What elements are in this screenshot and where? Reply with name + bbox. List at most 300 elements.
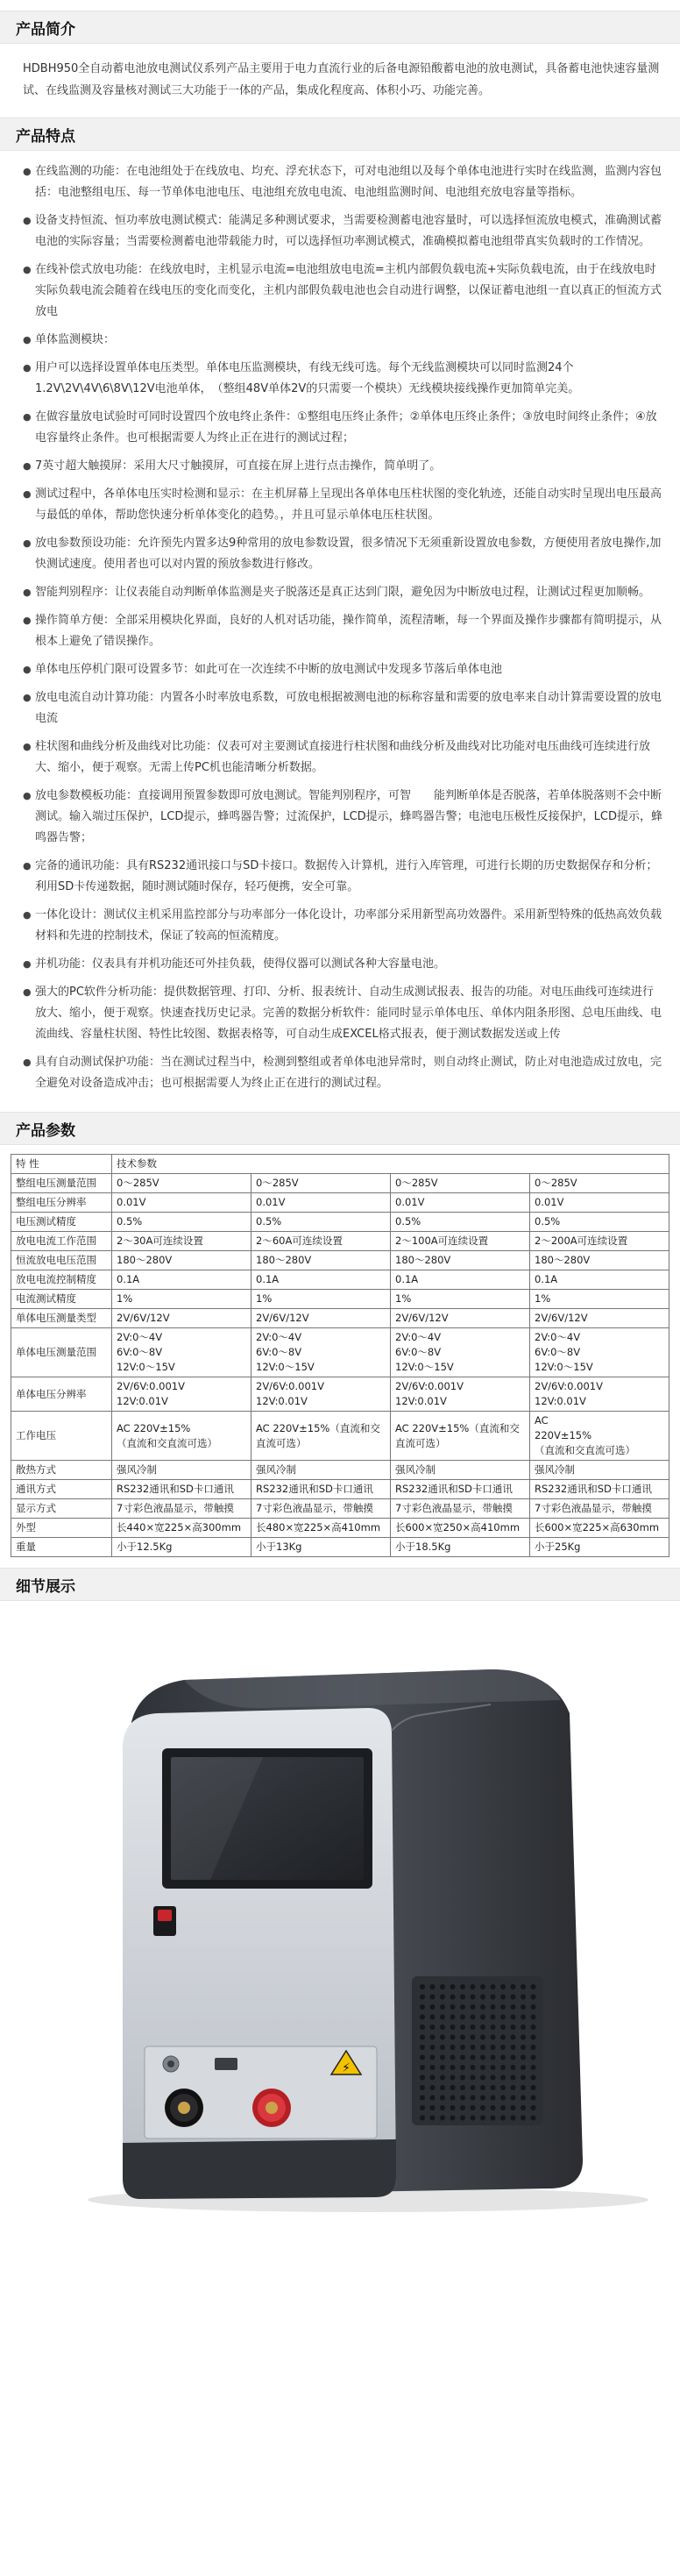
vent-hole (420, 2004, 425, 2010)
intro-paragraph: HDBH950全自动蓄电池放电测试仪系列产品主要用于电力直流行业的后备电源铅酸蓄电池的放电测试，具备蓄电池快速容量测试、在线监测及容量核对测试三大功能于一体的产品，集成化程度高、体积小巧、功能完善。 (23, 62, 660, 97)
device-illustration (0, 1617, 680, 2222)
vent-hole (471, 2035, 476, 2040)
row-label: 单体电压测量范围 (11, 1328, 112, 1377)
vent-hole (440, 2065, 445, 2070)
row-label: 工作电压 (11, 1412, 112, 1461)
vent-hole (420, 2096, 425, 2101)
bullet-icon: ● (23, 1057, 32, 1068)
feature-text: 用户可以选择设置单体电压类型。单体电压监测模块，有线无线可选。每个无线监测模块可以同时监测24个1.2V\2V\4V\6\8V\12V电池单体， （整组48V单体2V的只需要一个模块）无线模块接线操作更加简单完美。 (35, 361, 580, 395)
spec-cell: 长600×宽225×高630mm (530, 1519, 669, 1538)
feature-text: 放电参数模板功能：直接调用预置参数即可放电测试。智能判别程序，可智 能判断单体是否脱落，若单体脱落则不会中断测试。输入端过压保护，LCD提示，蜂鸣器告警；过流保护，LCD提示，蜂鸣器告警；电池电压极性反接保护，LCD提示，蜂鸣器告警； (35, 789, 662, 844)
vent-hole (511, 1984, 516, 1989)
spec-cell: RS232通讯和SD卡口通讯 (251, 1480, 391, 1499)
vent-hole (500, 2075, 506, 2081)
feature-text: 测试过程中，各单体电压实时检测和显示：在主机屏幕上呈现出各单体电压柱状图的变化轨迹，还能自动实时呈现出电压最高与最低的单体，帮助您快速分析单体变化的趋势。，并且可显示单体电压柱状图。 (35, 487, 662, 522)
vent-hole (511, 2025, 516, 2030)
spec-cell: 2V/6V:0.001V 12V:0.01V (112, 1377, 251, 1412)
vent-hole (491, 2105, 496, 2110)
spec-cell: AC 220V±15%（直流和交直流可选） (391, 1412, 530, 1461)
vent-hole (521, 2105, 526, 2110)
spec-cell: 小于12.5Kg (112, 1538, 251, 1557)
spec-cell: 强风冷制 (391, 1461, 530, 1480)
feature-item (23, 982, 662, 1045)
vent-hole (491, 2055, 496, 2060)
vent-hole (450, 1995, 456, 2000)
spec-cell: 2～30A可连续设置 (112, 1232, 251, 1251)
vent-hole (491, 1984, 496, 1989)
spec-cell: 0.5% (530, 1213, 669, 1232)
spec-cell: 强风冷制 (251, 1461, 391, 1480)
sd-card-slot (215, 2058, 237, 2070)
device-photo (0, 1617, 680, 2222)
vent-hole (440, 2096, 445, 2101)
vent-hole (500, 2065, 506, 2070)
spec-cell: 7寸彩色液晶显示，带触摸 (530, 1499, 669, 1519)
spec-cell: 2V/6V/12V (530, 1309, 669, 1328)
vent-hole (480, 2035, 485, 2040)
bullet-icon: ● (23, 958, 32, 970)
vent-hole (471, 2105, 476, 2110)
table-row (11, 1328, 669, 1377)
row-label: 显示方式 (11, 1499, 112, 1519)
vent-hole (521, 2065, 526, 2070)
vent-hole (500, 1984, 506, 1989)
vent-hole (521, 2085, 526, 2090)
vent-hole (420, 2065, 425, 2070)
vent-hole (511, 2045, 516, 2050)
vent-hole (430, 2015, 436, 2020)
spec-cell: 180～280V (530, 1251, 669, 1270)
feature-text: 在线补偿式放电功能：在线放电时，主机显示电流=电池组放电电流=主机内部假负载电流+实际负载电流，由于在线放电时实际负载电流会随着在线电压的变化而变化，主机内部假负载电池也会自动进行调整，以保证蓄电池组一直以真正的恒流方式放电 (35, 263, 662, 318)
vent-hole (491, 2116, 496, 2121)
vent-hole (460, 2004, 465, 2010)
vent-hole (500, 2035, 506, 2040)
spec-cell: 2V:0～4V 6V:0～8V 12V:0～15V (391, 1328, 530, 1377)
spec-cell: 1% (251, 1290, 391, 1309)
vent-hole (491, 2045, 496, 2050)
vent-hole (440, 2116, 445, 2121)
bullet-icon: ● (23, 264, 32, 275)
vent-hole (440, 2055, 445, 2060)
spec-cell: 0.1A (391, 1270, 530, 1290)
bullet-icon: ● (23, 166, 32, 177)
vent-hole (471, 2075, 476, 2081)
vent-hole (491, 2075, 496, 2081)
vent-hole (420, 2045, 425, 2050)
vent-hole (450, 2004, 456, 2010)
table-row (11, 1309, 669, 1328)
spec-cell: RS232通讯和SD卡口通讯 (530, 1480, 669, 1499)
vent-hole (521, 2075, 526, 2081)
vent-hole (500, 2025, 506, 2030)
vent-hole (471, 1995, 476, 2000)
feature-text: 设备支持恒流、恒功率放电测试模式：能满足多种测试要求，当需要检测蓄电池容量时，可以选择恒流放电模式，准确测试蓄电池的实际容量；当需要检测蓄电池带载能力时，可以选择恒功率测试模式，准确模拟蓄电池组带真实负载时的工作情况。 (35, 214, 662, 248)
vent-hole (511, 2085, 516, 2090)
table-row (11, 1290, 669, 1309)
spec-cell: 2V/6V:0.001V 12V:0.01V (391, 1377, 530, 1412)
vent-hole (491, 2015, 496, 2020)
vent-hole (480, 2065, 485, 2070)
vent-hole (460, 2045, 465, 2050)
vent-hole (430, 2045, 436, 2050)
feature-text: 智能判别程序：让仪表能自动判断单体监测是夹子脱落还是真正达到门限，避免因为中断放电过程，让测试过程更加顺畅。 (35, 586, 651, 599)
feature-text: 单体电压停机门限可设置多节：如此可在一次连续不中断的放电测试中发现多节落后单体电池 (35, 663, 503, 676)
vent-hole (531, 1984, 536, 1989)
feature-item (23, 484, 662, 526)
vent-hole (460, 2055, 465, 2060)
vent-hole (511, 1995, 516, 2000)
row-label: 放电电流工作范围 (11, 1232, 112, 1251)
vent-hole (460, 1984, 465, 1989)
vent-hole (471, 2045, 476, 2050)
spec-cell: 长440×宽225×高300mm (112, 1519, 251, 1538)
feature-list (0, 151, 680, 1112)
vent-hole (531, 2116, 536, 2121)
row-label: 电压测试精度 (11, 1213, 112, 1232)
vent-hole (491, 2025, 496, 2030)
feature-item (23, 786, 662, 849)
vent-hole (460, 2035, 465, 2040)
row-label: 外型 (11, 1519, 112, 1538)
vent-hole (430, 2035, 436, 2040)
vent-hole (521, 2025, 526, 2030)
vent-hole (531, 2105, 536, 2110)
spec-cell: 2V/6V:0.001V 12V:0.01V (251, 1377, 391, 1412)
feature-text: 一体化设计：测试仪主机采用监控部分与功率部分一体化设计，功率部分采用新型高功效器件。采用新型特殊的低热高效负载材料和先进的控制技术，保证了较高的恒流精度。 (35, 908, 662, 943)
bullet-icon: ● (23, 460, 32, 472)
vent-hole (480, 2105, 485, 2110)
spec-cell: 2V/6V/12V (251, 1309, 391, 1328)
vent-hole (521, 2004, 526, 2010)
vent-hole (521, 2116, 526, 2121)
vent-hole (420, 1995, 425, 2000)
bullet-icon: ● (23, 741, 32, 752)
vent-hole (430, 2025, 436, 2030)
vent-hole (420, 2105, 425, 2110)
spec-cell: 长600×宽250×高410mm (391, 1519, 530, 1538)
spec-cell: AC 220V±15% （直流和交直流可选） (112, 1412, 251, 1461)
feature-item (23, 210, 662, 253)
negative-terminal (165, 2089, 203, 2127)
vent-hole (480, 2004, 485, 2010)
vent-hole (491, 2004, 496, 2010)
vent-hole (430, 2004, 436, 2010)
vent-hole (460, 2075, 465, 2081)
vent-hole (500, 2045, 506, 2050)
spec-cell: 1% (112, 1290, 251, 1309)
warning-symbol: ⚡ (342, 2061, 351, 2075)
vent-hole (511, 2055, 516, 2060)
vent-hole (471, 1984, 476, 1989)
vent-hole (440, 2045, 445, 2050)
table-row (11, 1377, 669, 1412)
spec-cell: 7寸彩色液晶显示，带触摸 (251, 1499, 391, 1519)
feature-item (23, 687, 662, 729)
vent-hole (440, 2105, 445, 2110)
feature-text: 单体监测模块： (35, 333, 116, 346)
vent-hole (491, 2035, 496, 2040)
spec-cell: 0.01V (530, 1193, 669, 1213)
row-label: 通讯方式 (11, 1480, 112, 1499)
vent-hole (531, 1995, 536, 2000)
vent-hole (450, 2085, 456, 2090)
vent-hole (420, 2015, 425, 2020)
feature-item (23, 533, 662, 575)
spec-cell: 2～200A可连续设置 (530, 1232, 669, 1251)
header-spec-cell: 技术参数 (112, 1155, 669, 1174)
bullet-icon: ● (23, 215, 32, 226)
bullet-icon: ● (23, 664, 32, 675)
feature-item (23, 358, 662, 400)
vent-hole (420, 2075, 425, 2081)
feature-item (23, 856, 662, 898)
feature-item (23, 1052, 662, 1094)
vent-hole (471, 2004, 476, 2010)
vent-hole (480, 2015, 485, 2020)
vent-hole (521, 1995, 526, 2000)
vent-hole (511, 2065, 516, 2070)
feature-item (23, 330, 662, 351)
spec-cell: 1% (530, 1290, 669, 1309)
vent-hole (460, 2116, 465, 2121)
feature-text: 在做容量放电试验时可同时设置四个放电终止条件：①整组电压终止条件；②单体电压终止条件；③放电时间终止条件；④放电容量终止条件。也可根据需要人为终止正在进行的测试过程； (35, 410, 657, 445)
bullet-icon: ● (23, 909, 32, 921)
vent-hole (420, 2055, 425, 2060)
bullet-icon: ● (23, 790, 32, 801)
feature-text: 具有自动测试保护功能：当在测试过程当中，检测到整组或者单体电池异常时，则自动终止测试，防止对电池造成过放电，完全避免对设备造成冲击；也可根据需要人为终止正在进行的测试过程。 (35, 1056, 662, 1090)
row-label: 重量 (11, 1538, 112, 1557)
spec-cell: 2V/6V:0.001V 12V:0.01V (530, 1377, 669, 1412)
vent-hole (460, 2096, 465, 2101)
vent-hole (531, 2075, 536, 2081)
vent-hole (500, 2015, 506, 2020)
spec-cell: 0.01V (391, 1193, 530, 1213)
vent-hole (480, 1984, 485, 1989)
vent-hole (511, 2105, 516, 2110)
feature-item (23, 659, 662, 680)
vent-hole (500, 2004, 506, 2010)
bullet-icon: ● (23, 488, 32, 500)
details-section-title: 细节展示 (0, 1568, 680, 1601)
bullet-icon: ● (23, 986, 32, 998)
header-feature-cell: 特 性 (11, 1155, 112, 1174)
vent-hole (521, 2055, 526, 2060)
spec-cell: 7寸彩色液晶显示，带触摸 (391, 1499, 530, 1519)
vent-hole (440, 2075, 445, 2081)
feature-item (23, 582, 662, 603)
vent-hole (440, 1984, 445, 1989)
spec-cell: 2V/6V/12V (112, 1309, 251, 1328)
vent-hole (511, 2035, 516, 2040)
feature-text: 放电参数预设功能：允许预先内置多达9种常用的放电参数设置，很多情况下无须重新设置放电参数，方便使用者放电操作,加快测试速度。使用者也可以对内置的预放参数进行修改。 (35, 537, 662, 571)
table-row (11, 1174, 669, 1193)
table-row (11, 1480, 669, 1499)
spec-cell: 0.5% (391, 1213, 530, 1232)
vent-hole (440, 1995, 445, 2000)
vent-hole (430, 1995, 436, 2000)
bullet-icon: ● (23, 362, 32, 374)
vent-hole (491, 2065, 496, 2070)
bullet-icon: ● (23, 692, 32, 703)
front-base (123, 2139, 396, 2199)
vent-hole (420, 2025, 425, 2030)
vent-hole (480, 2045, 485, 2050)
spec-cell: 小于13Kg (251, 1538, 391, 1557)
vent-hole (521, 1984, 526, 1989)
vent-hole (521, 2045, 526, 2050)
row-label: 电流测试精度 (11, 1290, 112, 1309)
params-section-title: 产品参数 (0, 1112, 680, 1145)
vent-hole (531, 2055, 536, 2060)
row-label: 散热方式 (11, 1461, 112, 1480)
vent-hole (450, 2116, 456, 2121)
feature-item (23, 954, 662, 975)
vent-hole (521, 2096, 526, 2101)
feature-text: 并机功能：仪表具有并机功能还可外挂负载，使得仪器可以测试各种大容量电池。 (35, 957, 446, 971)
table-row (11, 1232, 669, 1251)
row-label: 单体电压分辨率 (11, 1377, 112, 1412)
vent-hole (471, 2096, 476, 2101)
table-row (11, 1412, 669, 1461)
vent-hole (500, 2116, 506, 2121)
vent-hole (430, 2085, 436, 2090)
vent-hole (500, 2105, 506, 2110)
vent-hole (460, 2015, 465, 2020)
bullet-icon: ● (23, 587, 32, 598)
spec-cell: AC 220V±15% （直流和交直流可选） (530, 1412, 669, 1461)
vent-hole (480, 2025, 485, 2030)
vent-hole (450, 1984, 456, 1989)
vent-hole (531, 2025, 536, 2030)
vent-hole (480, 2096, 485, 2101)
vent-hole (430, 2116, 436, 2121)
table-row (11, 1519, 669, 1538)
vent-hole (420, 1984, 425, 1989)
bullet-icon: ● (23, 860, 32, 872)
feature-item (23, 737, 662, 779)
feature-item (23, 905, 662, 947)
vent-hole (471, 2065, 476, 2070)
spec-cell: 0.01V (112, 1193, 251, 1213)
vent-hole (450, 2105, 456, 2110)
vent-hole (471, 2015, 476, 2020)
spec-cell: 1% (391, 1290, 530, 1309)
vent-hole (511, 2004, 516, 2010)
feature-text: 放电电流自动计算功能：内置各小时率放电系数，可放电根据被测电池的标称容量和需要的放电率来自动计算需要设置的放电电流 (35, 691, 662, 725)
spec-cell: 0～285V (391, 1174, 530, 1193)
spec-cell: 0～285V (530, 1174, 669, 1193)
spec-cell: 180～280V (391, 1251, 530, 1270)
vent-hole (511, 2116, 516, 2121)
spec-cell: 0.5% (112, 1213, 251, 1232)
vent-hole (440, 2015, 445, 2020)
table-row (11, 1251, 669, 1270)
vent-hole (450, 2035, 456, 2040)
vent-hole (531, 2085, 536, 2090)
vent-hole (430, 1984, 436, 1989)
vent-hole (491, 1995, 496, 2000)
spec-cell: 180～280V (251, 1251, 391, 1270)
spec-cell: 0.1A (112, 1270, 251, 1290)
bullet-icon: ● (23, 537, 32, 549)
spec-cell: 0～285V (251, 1174, 391, 1193)
vent-hole (450, 2025, 456, 2030)
vent-hole (500, 1995, 506, 2000)
spec-cell: 强风冷制 (530, 1461, 669, 1480)
vent-hole (430, 2096, 436, 2101)
spec-cell: 0.1A (251, 1270, 391, 1290)
vent-hole (420, 2116, 425, 2121)
spec-cell: 2～60A可连续设置 (251, 1232, 391, 1251)
vent-hole (440, 2025, 445, 2030)
vent-hole (450, 2065, 456, 2070)
table-row (11, 1193, 669, 1213)
features-section-title: 产品特点 (0, 117, 680, 151)
bullet-icon: ● (23, 615, 32, 626)
table-row (11, 1270, 669, 1290)
vent-hole (480, 2085, 485, 2090)
vent-hole (480, 2055, 485, 2060)
vent-hole (511, 2096, 516, 2101)
vent-hole (531, 2096, 536, 2101)
feature-text: 完备的通讯功能：具有RS232通讯接口与SD卡接口。数据传入计算机，进行入库管理，可进行长期的历史数据保存和分析；利用SD卡传递数据，随时测试随时保存，轻巧便携，安全可靠。 (35, 859, 658, 893)
vent-grille (412, 1976, 543, 2125)
vent-hole (420, 2035, 425, 2040)
spec-cell: RS232通讯和SD卡口通讯 (112, 1480, 251, 1499)
spec-cell: 2V/6V/12V (391, 1309, 530, 1328)
vent-hole (480, 2075, 485, 2081)
vent-hole (531, 2045, 536, 2050)
vent-hole (531, 2004, 536, 2010)
row-label: 单体电压测量类型 (11, 1309, 112, 1328)
row-label: 放电电流控制精度 (11, 1270, 112, 1290)
feature-text: 强大的PC软件分析功能：提供数据管理、打印、分析、报表统计、自动生成测试报表、报告的功能。对电压曲线可连续进行放大、缩小，便于观察。快速查找历史记录。完善的数据分析软件：能同时显示单体电压、单体内阻条形图、总电压曲线、电流曲线、容量柱状图、特性比较图、数据表格等，可自动生成EXCEL格式报表，便于测试数据发送或上传 (35, 986, 662, 1041)
vent-hole (491, 2085, 496, 2090)
vent-hole (460, 2105, 465, 2110)
row-label: 整组电压分辨率 (11, 1193, 112, 1213)
row-label: 恒流放电电压范围 (11, 1251, 112, 1270)
vent-hole (460, 2065, 465, 2070)
vent-hole (500, 2055, 506, 2060)
vent-hole (440, 2085, 445, 2090)
vent-hole (480, 2116, 485, 2121)
spec-cell: 0.1A (530, 1270, 669, 1290)
vent-hole (450, 2015, 456, 2020)
feature-item (23, 610, 662, 652)
spec-cell: 强风冷制 (112, 1461, 251, 1480)
table-header-row (11, 1155, 669, 1174)
vent-hole (460, 2085, 465, 2090)
vent-hole (471, 2055, 476, 2060)
intro-section-title: 产品简介 (0, 11, 680, 44)
spec-cell: 0～285V (112, 1174, 251, 1193)
spec-cell: 0.5% (251, 1213, 391, 1232)
vent-hole (471, 2025, 476, 2030)
feature-text: 在线监测的功能：在电池组处于在线放电、均充、浮充状态下，可对电池组以及每个单体电池进行实时在线监测，监测内容包括：电池整组电压、每一节单体电池电压、电池组充放电电流、电池组监测时间、电池组充放电容量等指标。 (35, 165, 662, 199)
vent-hole (430, 2105, 436, 2110)
spec-cell: 2～100A可连续设置 (391, 1232, 530, 1251)
vent-hole (460, 2025, 465, 2030)
vent-hole (500, 2096, 506, 2101)
vent-hole (511, 2015, 516, 2020)
bullet-icon: ● (23, 334, 32, 345)
vent-hole (531, 2035, 536, 2040)
vent-hole (460, 1995, 465, 2000)
spec-cell: 小于25Kg (530, 1538, 669, 1557)
spec-cell: 长480×宽225×高410mm (251, 1519, 391, 1538)
spec-cell: 180～280V (112, 1251, 251, 1270)
table-row (11, 1213, 669, 1232)
